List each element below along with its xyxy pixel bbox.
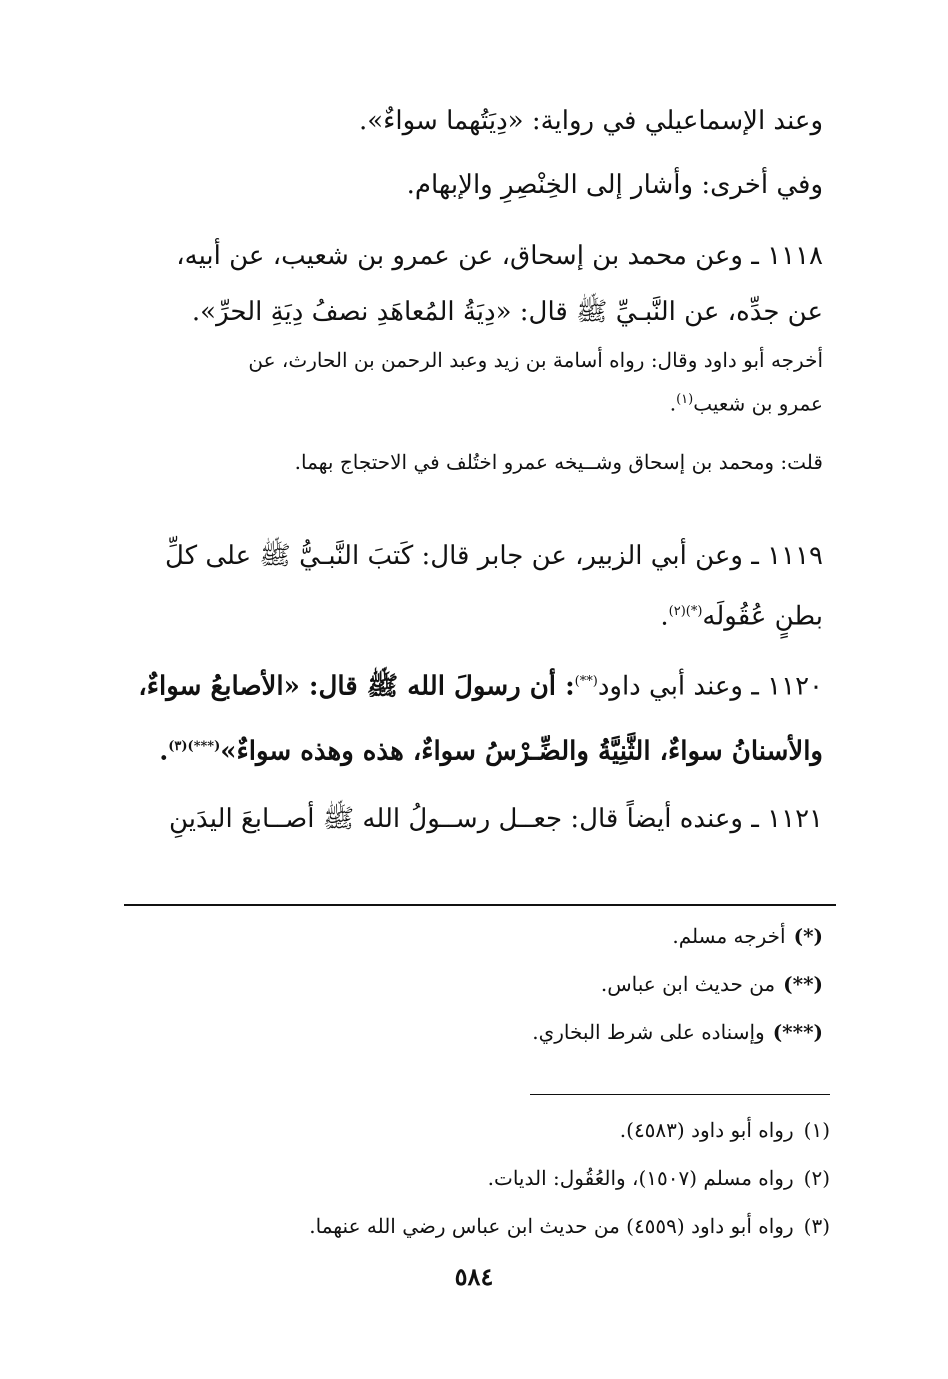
hadith-line: ١١٢١ ـ وعنده أيضاً قال: جعــل رســولُ الله ﷺ أصــابعَ اليدَينِ <box>169 804 823 834</box>
hadith-line <box>112 717 823 782</box>
takhrij-text: عمرو بن شعيب <box>693 391 823 416</box>
hadith-end: . <box>159 736 169 767</box>
editor-note <box>112 1008 823 1056</box>
hadith-1118 <box>112 228 823 340</box>
footnote-text: رواه أبو داود (٤٥٥٩) من حديث ابن عباس رضي الله عنهما. <box>309 1214 794 1238</box>
note-text: وإسناده على شرط البخاري. <box>532 1020 765 1044</box>
hadith-text: والأسنانُ سواءٌ، الثَّنِيَّةُ والضِّـرْسُ سواءٌ، هذه وهذه سواءٌ» <box>220 736 823 767</box>
footnotes-divider <box>530 1094 830 1095</box>
footnotes <box>112 1106 830 1250</box>
footnote-number: (١) <box>803 1118 830 1142</box>
hadith-line: عن جدِّه، عن النَّبـيِّ ﷺ قال: «دِيَةُ المُعاهَدِ نصفُ دِيَةِ الحرِّ». <box>191 297 823 327</box>
footnote-number: (٢) <box>803 1166 830 1190</box>
footnote-number: (٣) <box>803 1214 830 1238</box>
intro-paragraph-1 <box>112 96 823 146</box>
footnote-text: رواه أبو داود (٤٥٨٣). <box>619 1118 794 1142</box>
hadith-1119 <box>112 528 823 645</box>
takhrij-end: . <box>669 391 677 416</box>
footnote-ref: (**) <box>574 674 598 689</box>
editor-note <box>112 912 823 960</box>
footnote-text: رواه مسلم (١٥٠٧)، والعُقُول: الديات. <box>487 1166 794 1190</box>
note-mark: (**) <box>783 972 823 996</box>
takhrij-line <box>112 380 823 424</box>
hadith-1121 <box>112 794 823 844</box>
note-mark: (***) <box>772 1020 823 1044</box>
footnote <box>112 1106 830 1154</box>
hadith-end: . <box>660 601 669 632</box>
note-mark: (*) <box>793 924 823 948</box>
hadith-line: ١١١٨ ـ وعن محمد بن إسحاق، عن عمرو بن شعيب، عن أبيه، <box>176 241 823 271</box>
hadith-1120 <box>112 652 823 781</box>
takhrij-paragraph <box>112 340 823 424</box>
hadith-line <box>112 652 823 717</box>
intro-line: وعند الإسماعيلي في رواية: «دِيَتُهما سواءٌ». <box>358 106 823 136</box>
note-text: من حديث ابن عباس. <box>600 972 776 996</box>
hadith-line: ١١١٩ ـ وعن أبي الزبير، عن جابر قال: كَتبَ النَّبـيُّ ﷺ على كلِّ <box>165 541 823 571</box>
hadith-text: ١١٢٠ ـ وعند أبي داود <box>597 671 823 702</box>
note-text: أخرجه مسلم. <box>672 924 786 948</box>
footnote <box>112 1154 830 1202</box>
qultu-paragraph <box>112 442 823 482</box>
hadith-text: بطنٍ عُقُولَه <box>702 601 823 632</box>
intro-paragraph-2 <box>112 160 823 210</box>
editor-notes <box>112 912 823 1056</box>
editor-note <box>112 960 823 1008</box>
takhrij-line: أخرجه أبو داود وقال: رواه أسامة بن زيد وعبد الرحمن بن الحارث، عن <box>248 348 823 372</box>
page-number: ٥٨٤ <box>454 1262 494 1291</box>
footnote-ref: (***)(٣) <box>168 738 221 754</box>
footnote-ref: (*)(٢) <box>668 604 703 619</box>
qultu-line: قلت: ومحمد بن إسحاق وشــيخه عمرو اختُلف في الاحتجاج بهما. <box>294 450 823 474</box>
hadith-text: : أن رسولَ الله ﷺ قال: «الأصابعُ سواءٌ، <box>138 671 575 702</box>
notes-divider <box>124 904 836 906</box>
footnote <box>112 1202 830 1250</box>
footnote-ref: (١) <box>676 392 694 407</box>
intro-line: وفي أخرى: وأشار إلى الخِنْصِرِ والإبهام. <box>406 170 823 200</box>
hadith-line <box>112 584 823 645</box>
